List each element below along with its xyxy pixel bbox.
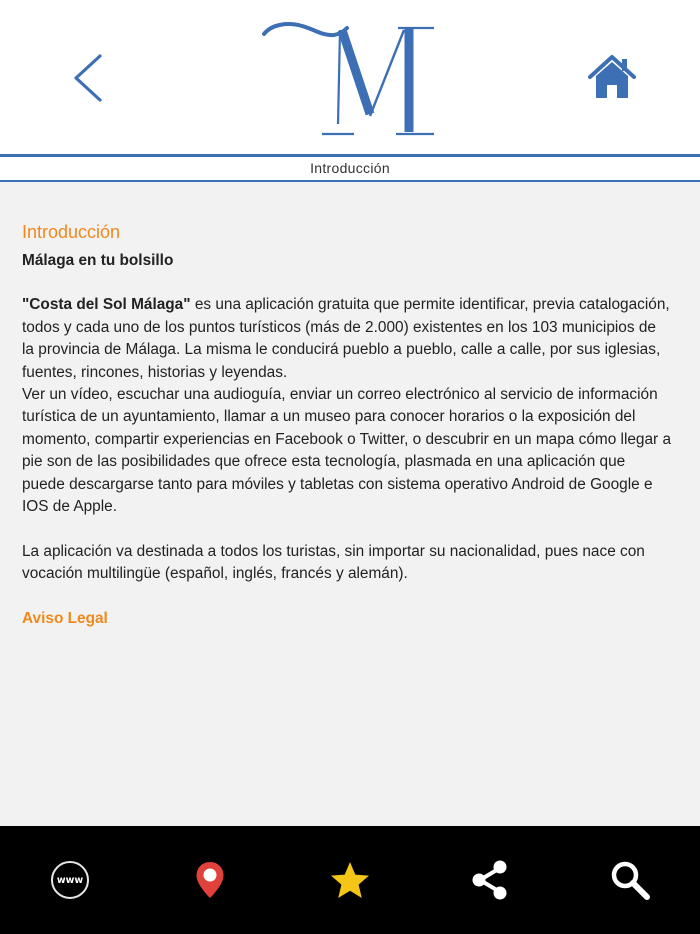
legal-notice-link[interactable]: Aviso Legal: [22, 609, 108, 627]
search-icon: [609, 859, 651, 901]
section-title: Introducción: [22, 222, 121, 242]
back-button[interactable]: [62, 50, 112, 106]
intro-paragraph-1: [22, 294, 672, 384]
home-icon: [586, 54, 638, 100]
intro-paragraph-3: La aplicación va destinada a todos los turistas, sin importar su nacionalidad, pues nace con vocación multilingüe (español, inglés, francés y alemán).: [22, 542, 645, 583]
logo-m-icon: [258, 16, 442, 140]
page-title: Introducción: [0, 157, 700, 180]
tab-search[interactable]: [600, 852, 660, 908]
intro-subtitle: Málaga en tu bolsillo: [22, 252, 174, 269]
tab-favorites[interactable]: [320, 852, 380, 908]
intro-paragraph-2: Ver un vídeo, escuchar una audioguía, enviar un correo electrónico al servicio de información turística de un ayuntamiento, llamar a un museo para conocer horarios o la exposición del momento, compartir experiencias en Facebook o Twitter, o descubrir en un mapa cómo llegar a pie son de las posibilidades que ofrece esta tecnología, plasmada en una aplicación que puede descargarse tanto para móviles y tabletas con sistema operativo Android de Google e IOS de Apple.: [22, 386, 672, 516]
app-logo: [258, 16, 442, 140]
www-label: www: [56, 874, 84, 886]
tab-map[interactable]: [180, 852, 240, 908]
intro-paragraph-1-text: es una aplicación gratuita que permite identificar, previa catalogación, todos y cada uno de los puntos turísticos (más de 2.000) existentes en los 103 municipios de la provincia de Málaga. La misma le conducirá pueblo a pueblo, calle a calle, por sus iglesias, fuentes, rincones, historias y leyendas.: [22, 296, 670, 381]
tab-share[interactable]: [460, 852, 520, 908]
map-pin-icon: [194, 860, 226, 900]
app-name-text: "Costa del Sol Málaga": [22, 296, 191, 314]
chevron-left-icon: [62, 50, 112, 106]
tab-www[interactable]: [40, 852, 100, 908]
intro-content: [22, 220, 672, 630]
share-icon: [469, 859, 511, 901]
app-header: [0, 0, 700, 155]
home-button[interactable]: [586, 54, 638, 100]
header-divider-bottom: [0, 180, 700, 182]
bottom-tab-bar: [0, 826, 700, 934]
star-icon: [329, 860, 371, 900]
www-icon: [51, 861, 89, 899]
